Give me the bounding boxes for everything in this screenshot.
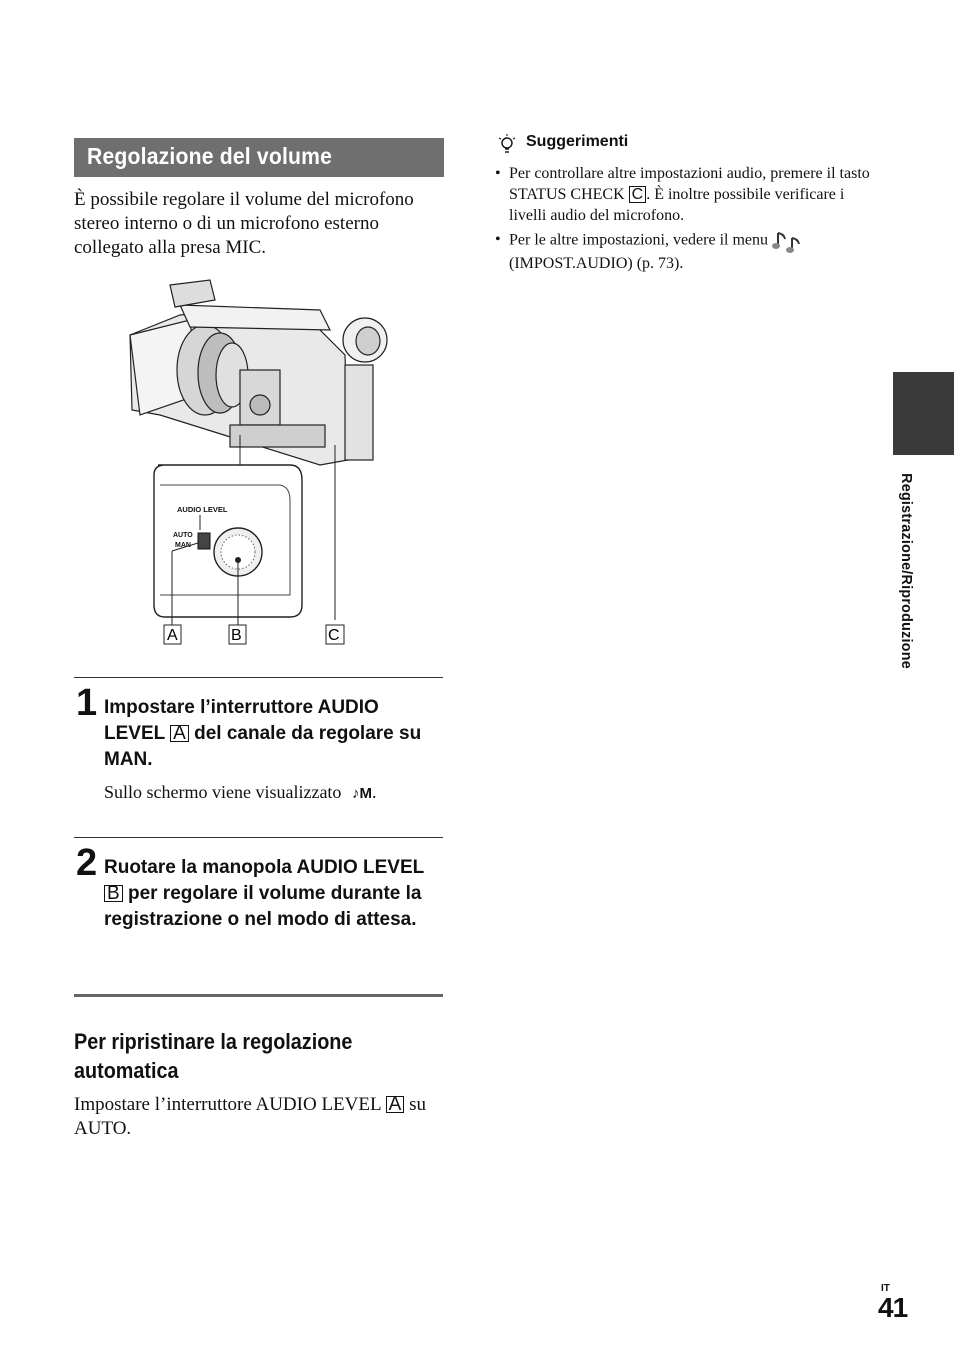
chapter-label-text: Registrazione/Riproduzione bbox=[898, 473, 915, 670]
step-1-box: A bbox=[170, 725, 189, 742]
callout-b: B bbox=[231, 627, 242, 644]
callout-c: C bbox=[328, 627, 340, 644]
step-2-text-a: Ruotare la manopola AUDIO LEVEL bbox=[104, 857, 424, 878]
tip-1-text-b: . È inoltre possibile verificare i livelli audio del microfono. bbox=[509, 186, 845, 224]
chapter-label bbox=[896, 468, 918, 708]
tip-item bbox=[495, 163, 880, 226]
step-2-text-b: per regolare il volume durante la registrazione o nel modo di attesa. bbox=[104, 883, 422, 930]
panel-title: AUDIO LEVEL bbox=[177, 505, 228, 514]
switch-auto-label: AUTO bbox=[173, 532, 193, 539]
page-number: 41 bbox=[878, 1292, 908, 1323]
page-language: IT bbox=[881, 1283, 890, 1294]
lightbulb-icon bbox=[497, 134, 517, 156]
step-2-number: 2 bbox=[76, 842, 98, 884]
step-1-number: 1 bbox=[76, 682, 98, 724]
callout-a: A bbox=[167, 627, 178, 644]
intro-paragraph: È possibile regolare il volume del microfono stereo interno o di un microfono esterno collegato alla presa MIC. bbox=[74, 189, 414, 258]
tip-item bbox=[495, 229, 880, 274]
step-2-text bbox=[104, 855, 444, 933]
reset-text-a: Impostare l’interruttore AUDIO LEVEL bbox=[74, 1094, 386, 1115]
camcorder-illustration bbox=[120, 275, 395, 650]
section-title: Regolazione del volume bbox=[87, 143, 333, 169]
tip-1-box: C bbox=[629, 186, 647, 203]
tip-2-text-b: (IMPOST.AUDIO) (p. 73). bbox=[509, 255, 684, 272]
step-1-note bbox=[104, 782, 376, 803]
divider bbox=[74, 837, 443, 838]
reset-paragraph bbox=[74, 1093, 444, 1141]
reset-text-b: su AUTO. bbox=[74, 1094, 426, 1139]
step-1-text-b: del canale da regolare su MAN. bbox=[104, 723, 422, 770]
step-1-text bbox=[104, 695, 444, 773]
reset-box: A bbox=[386, 1096, 405, 1113]
reset-heading: Per ripristinare la regolazione automatica bbox=[74, 1029, 353, 1083]
tips-list bbox=[495, 163, 880, 277]
divider bbox=[74, 677, 443, 678]
divider bbox=[74, 994, 443, 997]
step-2-box: B bbox=[104, 885, 123, 902]
tips-title: Suggerimenti bbox=[526, 133, 629, 150]
tip-1-text-a: Per controllare altre impostazioni audio, premere il tasto STATUS CHECK bbox=[509, 165, 870, 203]
music-man-icon: ♪M bbox=[351, 785, 372, 802]
audio-settings-icon bbox=[772, 229, 804, 253]
step-1-text-a: Impostare l’interruttore AUDIO LEVEL bbox=[104, 697, 379, 744]
audio-level-switch bbox=[198, 533, 210, 549]
chapter-tab bbox=[893, 372, 954, 455]
step-1-note-end: . bbox=[371, 782, 377, 802]
step-1-note-text: Sullo schermo viene visualizzato bbox=[104, 782, 342, 802]
section-header bbox=[74, 138, 444, 177]
switch-man-label: MAN bbox=[175, 542, 191, 549]
tip-2-text-a: Per le altre impostazioni, vedere il menu bbox=[509, 231, 773, 249]
